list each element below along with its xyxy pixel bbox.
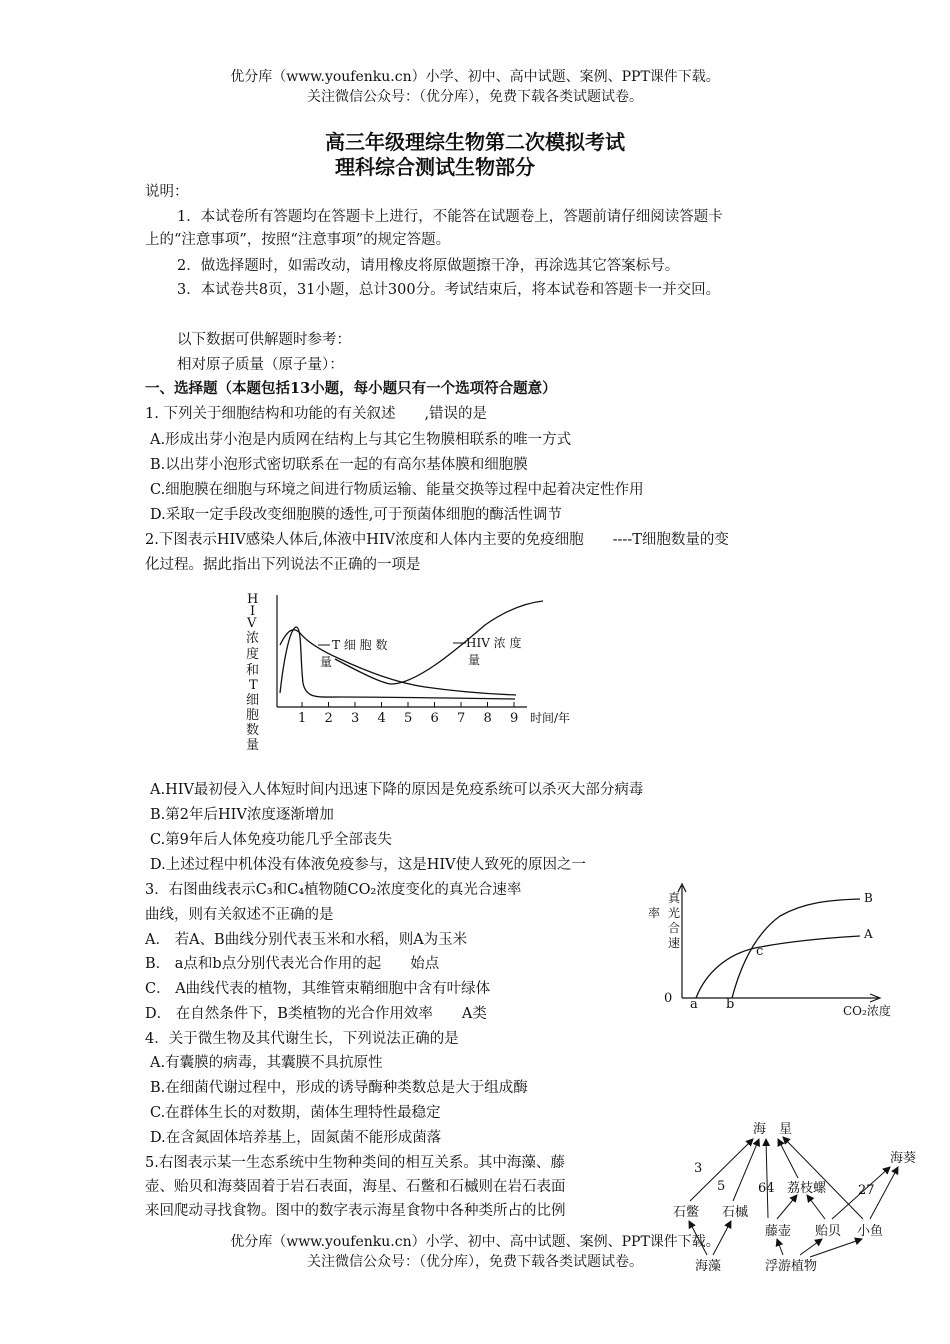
reference-line-1: 以下数据可供解题时参考： — [177, 332, 351, 348]
curve-a — [696, 936, 860, 998]
q3-option-a: A． 若A、B曲线分别代表玉米和水稻，则A为玉米 — [145, 932, 468, 948]
edge-whelk-seastar — [778, 1139, 798, 1178]
q5-line-2: 壶、贻贝和海葵固着于岩石表面，海星、石鳖和石槭则在岩石表面 — [145, 1179, 566, 1195]
q3-stem-2: 曲线，则有关叙述不正确的是 — [145, 907, 334, 923]
instruction-1a: 1．本试卷所有答题均在答题卡上进行，不能答在试题卷上，答题前请仔细阅读答题卡 — [177, 209, 723, 225]
reference-line-2: 相对原子质量（原子量）： — [177, 357, 344, 373]
t-cell-label: T 细 胞 数 — [332, 638, 388, 652]
q1-option-c: C.细胞膜在细胞与环境之间进行物质运输、能量交换等过程中起着决定性作用 — [150, 482, 644, 498]
instruction-3: 3．本试卷共8页，31小题，总计300分。考试结束后，将本试卷和答题卡一并交回。 — [177, 282, 721, 298]
footer-line-1: 优分库（www.youfenku.cn）小学、初中、高中试题、案例、PPT课件下载。 — [230, 1234, 720, 1250]
y-label-char: I — [250, 604, 256, 619]
label-64: 64 — [758, 1181, 775, 1196]
footer-line-2: 关注微信公众号：（优分库），免费下载各类试题试卷。 — [307, 1254, 643, 1270]
y-label-char: 真 — [668, 891, 681, 905]
q2-stem-2: 化过程。据此指出下列说法不正确的一项是 — [145, 557, 421, 573]
x-tick-label: 5 — [404, 711, 413, 726]
edge-mussel-whelk — [807, 1195, 825, 1219]
node-barnacle: 藤壶 — [765, 1224, 792, 1239]
instructions-heading: 说明： — [145, 184, 189, 200]
q3-stem-1: 3．右图曲线表示C₃和C₄植物随CO₂浓度变化的真光合速率 — [145, 882, 522, 898]
q4-option-b: B.在细菌代谢过程中，形成的诱导酶种类数总是大于组成酶 — [150, 1080, 528, 1096]
x-tick-label: 3 — [351, 711, 360, 726]
origin-label: 0 — [664, 991, 673, 1006]
hiv-t-cell-chart — [240, 585, 600, 753]
edge-fish-seastar — [783, 1137, 863, 1219]
x-tick-label: 6 — [430, 711, 439, 726]
q5-line-3: 来回爬动寻找食物。图中的数字表示海星食物中各种类所占的比例 — [145, 1203, 566, 1219]
curve-b — [732, 899, 860, 998]
q4-stem: 4．关于微生物及其代谢生长，下列说法正确的是 — [145, 1031, 459, 1047]
q5-line-1: 5.右图表示某一生态系统中生物种类间的相互关系。其中海藻、藤 — [145, 1155, 565, 1171]
t-cell-label-2: 量 — [320, 655, 333, 669]
y-label-char: V — [247, 616, 257, 631]
y-label-char: 细 — [246, 693, 260, 708]
edge-limpet-seastar — [733, 1139, 759, 1201]
section-heading: 一、选择题（本题包括13小题，每小题只有一个选项符合题意） — [145, 380, 557, 397]
node-mussel: 贻贝 — [815, 1224, 842, 1239]
x-axis-label: 时间/年 — [530, 711, 571, 725]
q3-option-d: D． 在自然条件下，B类植物的光合作用效率 A类 — [145, 1006, 487, 1022]
q1-stem: 1. 下列关于细胞结构和功能的有关叙述 ,错误的是 — [145, 406, 488, 422]
node-limpet: 石槭 — [722, 1205, 749, 1220]
q3-option-b: B． a点和b点分别代表光合作用的起 始点 — [145, 956, 440, 972]
curve-b-label: B — [864, 891, 873, 905]
q2-option-d: D.上述过程中机体没有体液免疫参与，这是HIV使人致死的原因之一 — [150, 857, 587, 873]
y-label-char: 度 — [246, 647, 260, 662]
page-subtitle: 理科综合测试生物部分 — [335, 155, 535, 179]
node-chiton: 石鳖 — [673, 1205, 700, 1220]
instruction-2: 2．做选择题时，如需改动，请用橡皮将原做题擦干净，再涂选其它答案标号。 — [177, 258, 680, 274]
page-title: 高三年级理综生物第二次模拟考试 — [325, 130, 625, 154]
y-label-char: T — [249, 678, 258, 693]
x-tick-label: 8 — [483, 711, 492, 726]
y-label-char: 光 — [668, 906, 681, 920]
curve-a-label: A — [864, 927, 873, 941]
x-tick-label: 2 — [324, 711, 333, 726]
y-label-char: 和 — [246, 663, 260, 678]
y-label-char: 量 — [246, 738, 260, 753]
node-sea-star: 海 星 — [753, 1122, 793, 1137]
hiv-label-2: 量 — [468, 653, 481, 667]
x-tick-label: 9 — [510, 711, 519, 726]
x-tick-label: 4 — [377, 711, 386, 726]
co2-photosynthesis-chart — [640, 880, 915, 1030]
label-3: 3 — [694, 1161, 703, 1176]
header-line-2: 关注微信公众号：（优分库），免费下载各类试题试卷。 — [307, 89, 643, 105]
q4-option-a: A.有囊膜的病毒，其囊膜不具抗原性 — [150, 1055, 383, 1071]
node-whelk: 荔枝螺 — [787, 1181, 827, 1196]
x-axis-label: CO₂浓度 — [843, 1004, 891, 1018]
y-label-char: 率 — [648, 906, 661, 920]
hiv-label: HIV 浓 度 — [466, 636, 522, 650]
edge-mussel-anemone — [832, 1167, 890, 1219]
q1-option-a: A.形成出芽小泡是内质网在结构上与其它生物膜相联系的唯一方式 — [150, 432, 572, 448]
q2-option-a: A.HIV最初侵入人体短时间内迅速下降的原因是免疫系统可以杀灭大部分病毒 — [150, 782, 644, 798]
q1-option-b: B.以出芽小泡形式密切联系在一起的有高尔基体膜和细胞膜 — [150, 457, 528, 473]
q3-option-c: C． A曲线代表的植物，其维管束鞘细胞中含有叶绿体 — [145, 981, 491, 997]
label-27: 27 — [858, 1183, 875, 1198]
instruction-1b: 上的“注意事项”，按照“注意事项”的规定答题。 — [145, 232, 451, 248]
y-label-char: 数 — [246, 723, 260, 738]
q2-stem-1: 2.下图表示HIV感染人体后,体液中HIV浓度和人体内主要的免疫细胞 ----T细胞数量的变 — [145, 532, 729, 548]
y-label-char: 浓 — [246, 631, 260, 646]
y-label-char: 合 — [668, 921, 681, 935]
y-label-char: 胞 — [246, 708, 260, 723]
edge-barnacle-seastar — [766, 1139, 768, 1218]
node-plankton: 浮游植物 — [765, 1259, 818, 1274]
edge-barnacle-whelk — [777, 1195, 797, 1219]
q2-option-b: B.第2年后HIV浓度逐渐增加 — [150, 807, 334, 823]
header-line-1: 优分库（www.youfenku.cn）小学、初中、高中试题、案例、PPT课件下载。 — [230, 69, 720, 85]
point-c-label: c — [756, 944, 764, 959]
node-small-fish: 小鱼 — [857, 1224, 884, 1239]
q1-option-d: D.采取一定手段改变细胞膜的透性,可于预菌体细胞的酶活性调节 — [150, 507, 562, 523]
y-label-char: H — [247, 592, 259, 607]
node-seaweed: 海藻 — [695, 1259, 722, 1274]
point-b-label: b — [726, 997, 735, 1012]
q4-option-c: C.在群体生长的对数期，菌体生理特性最稳定 — [150, 1105, 441, 1121]
point-a-label: a — [690, 997, 698, 1012]
x-tick-label: 1 — [298, 711, 307, 726]
q4-option-d: D.在含氮固体培养基上，固氮菌不能形成菌落 — [150, 1130, 442, 1146]
q2-option-c: C.第9年后人体免疫功能几乎全部丧失 — [150, 832, 392, 848]
x-tick-label: 7 — [457, 711, 466, 726]
y-label-char: 速 — [668, 936, 681, 950]
label-5: 5 — [717, 1179, 726, 1194]
node-sea-anemone: 海葵 — [890, 1151, 917, 1166]
